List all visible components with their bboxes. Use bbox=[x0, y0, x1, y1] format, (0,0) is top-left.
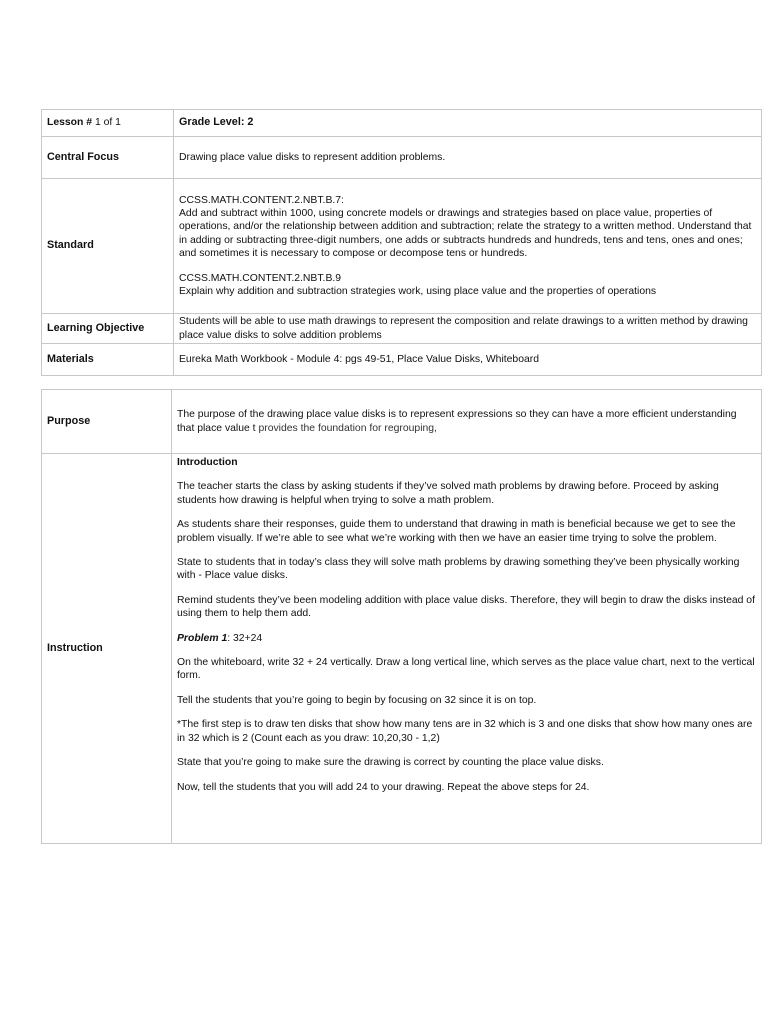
instruction-paragraph: State to students that in today’s class they will solve math problems by drawing something they’ve been physically working with - Place value disks. bbox=[177, 557, 740, 582]
instruction-step: Tell the students that you’re going to begin by focusing on 32 since it is on top. bbox=[177, 694, 537, 706]
lesson-info-table bbox=[41, 109, 762, 376]
problem-expression: : 32+24 bbox=[227, 632, 263, 644]
objective-text: Students will be able to use math drawings to represent the composition and relate drawings to a written method by drawing place value disks to solve addition problems bbox=[174, 314, 762, 344]
lesson-row bbox=[42, 110, 762, 137]
standard-1-text: Add and subtract within 1000, using concrete models or drawings and strategies based on place value, properties of operations, and/or the relationship between addition and subtraction; relate the strategy to a written method. Understand that in adding or subtracting three-digit numbers, one adds or subtracts hundreds and hundreds, tens and tens, ones and ones; and sometimes it is necessary to compose or decompose tens or hundreds. bbox=[179, 207, 752, 260]
instruction-row bbox=[42, 454, 762, 844]
standard-row bbox=[42, 179, 762, 314]
central-focus-text: Drawing place value disks to represent addition problems. bbox=[174, 137, 762, 179]
instruction-paragraph: As students share their responses, guide them to understand that drawing in math is beneficial because we get to see the problem visually. If we’re able to see what we’re working with then we have an easier time trying to solve the problem. bbox=[177, 519, 736, 544]
central-focus-label: Central Focus bbox=[42, 137, 174, 179]
purpose-text-continued: provides the foundation for regrouping, bbox=[255, 422, 437, 434]
purpose-cell bbox=[172, 390, 762, 454]
purpose-row bbox=[42, 390, 762, 454]
standard-cell bbox=[174, 179, 762, 314]
central-focus-row bbox=[42, 137, 762, 179]
lesson-label: Lesson # bbox=[47, 117, 93, 129]
problem-label: Problem 1 bbox=[177, 632, 228, 644]
purpose-label: Purpose bbox=[42, 390, 172, 454]
standard-2-text: Explain why addition and subtraction strategies work, using place value and the properties of operations bbox=[179, 286, 657, 298]
standard-1-code: CCSS.MATH.CONTENT.2.NBT.B.7: bbox=[179, 194, 344, 206]
standard-label: Standard bbox=[42, 179, 174, 314]
lesson-value: 1 of 1 bbox=[94, 117, 121, 129]
lesson-plan-table bbox=[41, 389, 762, 844]
standard-2-code: CCSS.MATH.CONTENT.2.NBT.B.9 bbox=[179, 272, 342, 284]
instruction-paragraph: The teacher starts the class by asking students if they’ve solved math problems by drawing before. Proceed by asking students how drawing is helpful when trying to solve a math problem. bbox=[177, 481, 719, 506]
grade-level: Grade Level: 2 bbox=[174, 110, 762, 137]
purpose-text: The purpose of the drawing place value disks is to represent expressions so they can have a more efficient understanding that place value t bbox=[177, 409, 737, 434]
objective-row bbox=[42, 314, 762, 344]
problem-heading bbox=[177, 632, 756, 645]
materials-label: Materials bbox=[42, 344, 174, 376]
instruction-step: *The first step is to draw ten disks that show how many tens are in 32 which is 3 and one disks that show how many ones are in 32 which is 2 (Count each as you draw: 10,20,30 - 1,2) bbox=[177, 719, 753, 744]
intro-heading: Introduction bbox=[177, 457, 238, 468]
lesson-cell bbox=[42, 110, 174, 137]
instruction-step: On the whiteboard, write 32 + 24 vertically. Draw a long vertical line, which serves as the place value chart, next to the vertical form. bbox=[177, 657, 755, 682]
instruction-paragraph: Remind students they’ve been modeling addition with place value disks. Therefore, they will begin to draw the disks instead of using them to help them add. bbox=[177, 594, 755, 620]
materials-row bbox=[42, 344, 762, 376]
instruction-step: State that you’re going to make sure the drawing is correct by counting the place value disks. bbox=[177, 757, 604, 769]
instruction-step: Now, tell the students that you will add 24 to your drawing. Repeat the above steps for 24. bbox=[177, 781, 590, 793]
materials-text: Eureka Math Workbook - Module 4: pgs 49-51, Place Value Disks, Whiteboard bbox=[174, 344, 762, 376]
instruction-cell bbox=[172, 454, 762, 844]
objective-label: Learning Objective bbox=[42, 314, 174, 344]
instruction-label: Instruction bbox=[42, 454, 172, 844]
